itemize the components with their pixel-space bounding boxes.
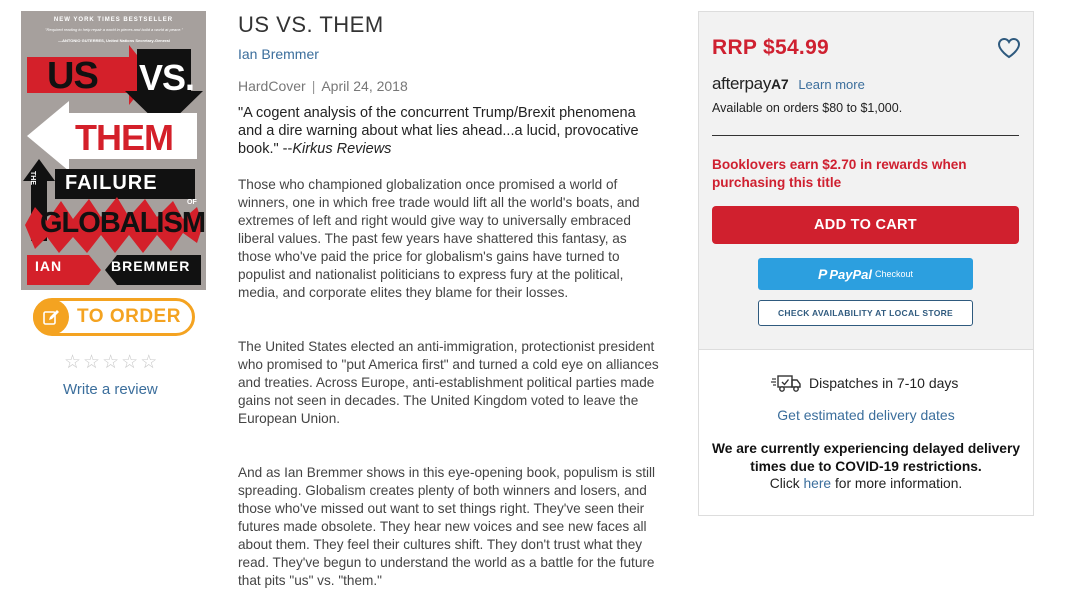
- covid-more-suffix: for more information.: [831, 476, 963, 491]
- format-date-line: [238, 78, 408, 94]
- cover-word-the: THE: [29, 171, 36, 185]
- purchase-panel: [698, 11, 1034, 516]
- cover-word-us: US: [47, 55, 98, 97]
- afterpay-logo-text: afterpay: [712, 74, 772, 93]
- purchase-panel-top: [699, 12, 1033, 350]
- review-quote-text: "A cogent analysis of the concurrent Trump/Brexit phenomena and a dire warning about what lies ahead...a lucid, provocative book." --: [238, 105, 639, 157]
- afterpay-logo: [712, 74, 788, 94]
- covid-more-info: [699, 476, 1033, 491]
- star-outline-icon[interactable]: ☆: [102, 352, 120, 373]
- afterpay-logo-mark: A7: [771, 76, 789, 92]
- review-quote-source: Kirkus Reviews: [292, 141, 392, 157]
- format-separator: |: [311, 78, 316, 94]
- cover-author-last: BREMMER: [111, 258, 191, 274]
- afterpay-learn-more-link[interactable]: Learn more: [798, 76, 865, 92]
- cover-blurb-attribution: —ANTONIO GUTERRES, United Nations Secretary-General: [58, 38, 170, 43]
- book-title: US VS. THEM: [238, 12, 384, 37]
- cover-banner: NEW YORK TIMES BESTSELLER: [53, 17, 174, 23]
- estimated-delivery-link[interactable]: Get estimated delivery dates: [777, 407, 955, 423]
- book-format: HardCover: [238, 78, 306, 94]
- add-to-cart-button[interactable]: ADD TO CART: [712, 206, 1019, 244]
- cover-word-vs: VS.: [139, 57, 195, 98]
- delivery-truck-icon: [771, 373, 801, 393]
- heart-icon[interactable]: [997, 36, 1021, 60]
- paypal-logo-icon: P: [817, 266, 828, 282]
- book-cover-image[interactable]: [21, 11, 206, 290]
- paypal-checkout-label: Checkout: [874, 269, 914, 279]
- star-outline-icon[interactable]: ☆: [121, 352, 139, 373]
- to-order-button[interactable]: [33, 298, 195, 336]
- cover-word-globalism: GLOBALISM: [40, 207, 205, 239]
- paypal-checkout-button[interactable]: [758, 258, 973, 290]
- covid-here-link[interactable]: here: [803, 476, 832, 491]
- publication-date: April 24, 2018: [321, 78, 408, 94]
- dispatch-row: [771, 373, 958, 393]
- write-review-link[interactable]: Write a review: [63, 381, 158, 398]
- rewards-message: Booklovers earn $2.70 in rewards when purchasing this title: [712, 157, 967, 190]
- paypal-name: PayPal: [829, 266, 872, 282]
- to-order-label: TO ORDER: [77, 306, 181, 327]
- review-quote: [238, 104, 658, 158]
- covid-more-prefix: Click: [769, 476, 804, 491]
- cover-author-first: IAN: [35, 258, 63, 274]
- afterpay-note: Available on orders $80 to $1,000.: [712, 101, 903, 115]
- afterpay-row: [712, 74, 865, 94]
- description-paragraph: The United States elected an anti-immigration, protectionist president who promised to "put America first" and turned a cold eye on alliances and treaties. Across Europe, anti-establishment political parties made gains not seen in decades. The United Kingdom voted to leave the European Union.: [238, 339, 659, 426]
- pencil-icon: [33, 299, 69, 335]
- check-local-store-button[interactable]: CHECK AVAILABILITY AT LOCAL STORE: [758, 300, 973, 326]
- cover-word-of: OF: [187, 199, 197, 206]
- rating-stars[interactable]: [64, 353, 157, 372]
- cover-word-them: THEM: [75, 117, 173, 158]
- author-link[interactable]: Ian Bremmer: [238, 46, 319, 62]
- star-outline-icon[interactable]: ☆: [83, 352, 101, 373]
- divider: [712, 135, 1019, 136]
- covid-notice: We are currently experiencing delayed delivery times due to COVID-19 restrictions.: [711, 441, 1021, 474]
- description-paragraph: And as Ian Bremmer shows in this eye-opening book, populism is still spreading. Globalism creates plenty of both winners and losers, and those who've missed out want to set things right. They've seen their futures made obsolete. They hear new voices and see new faces all about them. They feel their cultures shift. They don't trust what they read. They've begun to understand the world as a battle for the future that pits "us" vs. "them.": [238, 465, 656, 588]
- description-paragraph: Those who championed globalization once promised a world of winners, one in which free trade would lift all the world's boats, and extremes of left and right would give way to universally embraced liberal values. The past few years have shattered this fantasy, as those who've paid the price for globalism's gains have turned to populist and nationalist politicians to express fury at the political, media, and corporate elites they blame for their losses.: [238, 177, 640, 300]
- price: RRP $54.99: [712, 36, 830, 59]
- cover-word-failure: FAILURE: [65, 172, 158, 194]
- dispatch-time: Dispatches in 7-10 days: [809, 375, 959, 391]
- star-outline-icon[interactable]: ☆: [140, 352, 158, 373]
- star-outline-icon[interactable]: ☆: [64, 352, 82, 373]
- cover-blurb: "Required reading to help repair a world in pieces and build a world at peace.": [45, 27, 183, 32]
